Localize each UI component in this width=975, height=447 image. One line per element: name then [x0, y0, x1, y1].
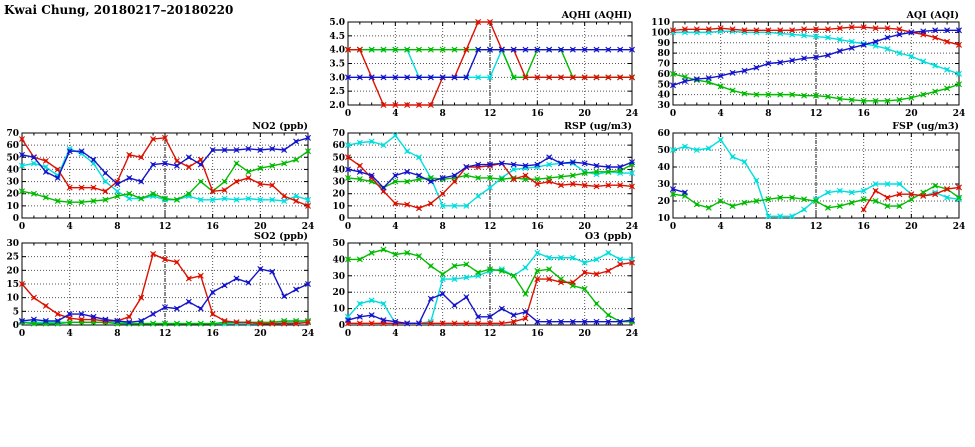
svg-text:25: 25: [6, 252, 19, 263]
svg-text:100: 100: [651, 28, 670, 39]
svg-text:20: 20: [578, 222, 591, 232]
svg-text:40: 40: [6, 165, 19, 176]
fsp-plot: [651, 119, 969, 234]
svg-text:0: 0: [669, 222, 677, 232]
svg-text:4: 4: [66, 222, 73, 232]
svg-text:16: 16: [531, 109, 544, 119]
aqi-title: AQI (AQI): [906, 10, 959, 21]
svg-text:3.0: 3.0: [329, 73, 345, 84]
so2-title: SO2 (ppb): [254, 231, 308, 242]
svg-text:20: 20: [578, 329, 591, 339]
svg-text:8: 8: [439, 222, 446, 232]
svg-text:0: 0: [12, 321, 19, 331]
svg-text:5.0: 5.0: [329, 18, 345, 28]
svg-text:0: 0: [18, 222, 26, 232]
svg-text:4: 4: [717, 109, 724, 119]
no2-plot: [0, 119, 318, 234]
svg-text:12: 12: [809, 222, 823, 232]
svg-text:16: 16: [857, 109, 870, 119]
svg-text:24: 24: [301, 329, 315, 339]
svg-text:50: 50: [332, 239, 345, 249]
svg-text:20: 20: [332, 288, 345, 299]
svg-text:0: 0: [344, 329, 352, 339]
svg-text:24: 24: [952, 222, 966, 232]
svg-text:70: 70: [6, 129, 19, 139]
svg-text:16: 16: [531, 329, 544, 339]
svg-text:40: 40: [332, 165, 345, 176]
svg-text:4: 4: [717, 222, 724, 232]
svg-text:2.5: 2.5: [329, 87, 345, 98]
svg-text:70: 70: [657, 59, 670, 70]
svg-text:0: 0: [338, 321, 345, 331]
page-title: Kwai Chung, 20180217–20180220: [4, 3, 234, 17]
rsp-plot: [326, 119, 642, 234]
svg-text:50: 50: [657, 80, 670, 91]
svg-text:10: 10: [6, 201, 19, 212]
chart-so2: [0, 229, 318, 345]
svg-text:16: 16: [206, 222, 219, 232]
svg-text:8: 8: [439, 109, 446, 119]
svg-text:60: 60: [657, 69, 670, 80]
svg-text:4: 4: [392, 222, 399, 232]
svg-text:80: 80: [657, 49, 670, 60]
svg-text:90: 90: [657, 38, 670, 49]
svg-text:20: 20: [905, 222, 918, 232]
svg-text:60: 60: [332, 141, 345, 152]
fsp-title: FSP (ug/m3): [892, 121, 959, 132]
svg-text:16: 16: [857, 222, 870, 232]
svg-text:50: 50: [657, 146, 670, 156]
svg-text:4.5: 4.5: [329, 31, 345, 42]
svg-text:4: 4: [392, 109, 399, 119]
svg-text:2.0: 2.0: [329, 101, 345, 111]
aqhi-plot: [326, 8, 642, 121]
svg-text:20: 20: [905, 109, 918, 119]
svg-text:0: 0: [12, 214, 19, 224]
chart-aqhi: [326, 8, 642, 125]
svg-text:110: 110: [651, 18, 670, 28]
svg-text:20: 20: [6, 189, 19, 200]
svg-text:12: 12: [483, 109, 497, 119]
svg-text:10: 10: [657, 214, 670, 224]
o3-plot: [326, 229, 642, 341]
o3-title: O3 (ppb): [584, 231, 632, 242]
so2-plot: [0, 229, 318, 341]
chart-rsp: [326, 119, 642, 238]
svg-text:20: 20: [578, 109, 591, 119]
svg-text:30: 30: [332, 177, 345, 188]
svg-text:24: 24: [625, 109, 639, 119]
svg-text:16: 16: [531, 222, 544, 232]
svg-text:20: 20: [657, 197, 670, 207]
svg-text:16: 16: [206, 329, 219, 339]
svg-text:20: 20: [6, 266, 19, 277]
svg-text:50: 50: [332, 153, 345, 164]
aqi-plot: [651, 8, 969, 121]
svg-text:12: 12: [158, 329, 172, 339]
svg-text:0: 0: [344, 222, 352, 232]
svg-text:10: 10: [332, 201, 345, 212]
no2-title: NO2 (ppb): [252, 121, 308, 132]
chart-no2: [0, 119, 318, 238]
svg-text:12: 12: [483, 222, 497, 232]
svg-text:40: 40: [657, 90, 670, 101]
svg-text:20: 20: [254, 329, 267, 339]
svg-text:8: 8: [439, 329, 446, 339]
svg-text:30: 30: [6, 177, 19, 188]
svg-text:60: 60: [6, 141, 19, 152]
svg-text:40: 40: [657, 163, 670, 173]
aqhi-title: AQHI (AQHI): [561, 10, 632, 21]
svg-text:12: 12: [809, 109, 823, 119]
svg-text:0: 0: [344, 109, 352, 119]
chart-fsp: [651, 119, 969, 238]
svg-text:50: 50: [6, 153, 19, 164]
svg-text:0: 0: [338, 214, 345, 224]
svg-text:5: 5: [12, 307, 19, 318]
svg-text:60: 60: [657, 129, 670, 139]
svg-text:24: 24: [301, 222, 315, 232]
svg-text:40: 40: [332, 255, 345, 266]
svg-text:24: 24: [625, 222, 639, 232]
svg-text:10: 10: [6, 293, 19, 304]
svg-text:8: 8: [765, 222, 772, 232]
svg-text:30: 30: [657, 180, 670, 190]
svg-text:30: 30: [332, 271, 345, 282]
chart-o3: [326, 229, 642, 345]
svg-text:0: 0: [669, 109, 677, 119]
rsp-title: RSP (ug/m3): [564, 121, 632, 132]
svg-text:30: 30: [657, 101, 670, 111]
svg-text:8: 8: [114, 329, 121, 339]
svg-text:4: 4: [66, 329, 73, 339]
svg-text:24: 24: [952, 109, 966, 119]
svg-text:4.0: 4.0: [329, 45, 345, 56]
svg-text:8: 8: [765, 109, 772, 119]
svg-text:3.5: 3.5: [329, 59, 345, 70]
chart-aqi: [651, 8, 969, 125]
svg-text:30: 30: [6, 239, 19, 249]
svg-text:20: 20: [332, 189, 345, 200]
svg-text:24: 24: [625, 329, 639, 339]
svg-text:15: 15: [6, 280, 19, 290]
svg-text:8: 8: [114, 222, 121, 232]
svg-text:70: 70: [332, 129, 345, 139]
svg-text:12: 12: [158, 222, 172, 232]
svg-text:20: 20: [254, 222, 267, 232]
svg-text:4: 4: [392, 329, 399, 339]
svg-text:12: 12: [483, 329, 497, 339]
svg-text:0: 0: [18, 329, 26, 339]
svg-text:10: 10: [332, 304, 345, 315]
